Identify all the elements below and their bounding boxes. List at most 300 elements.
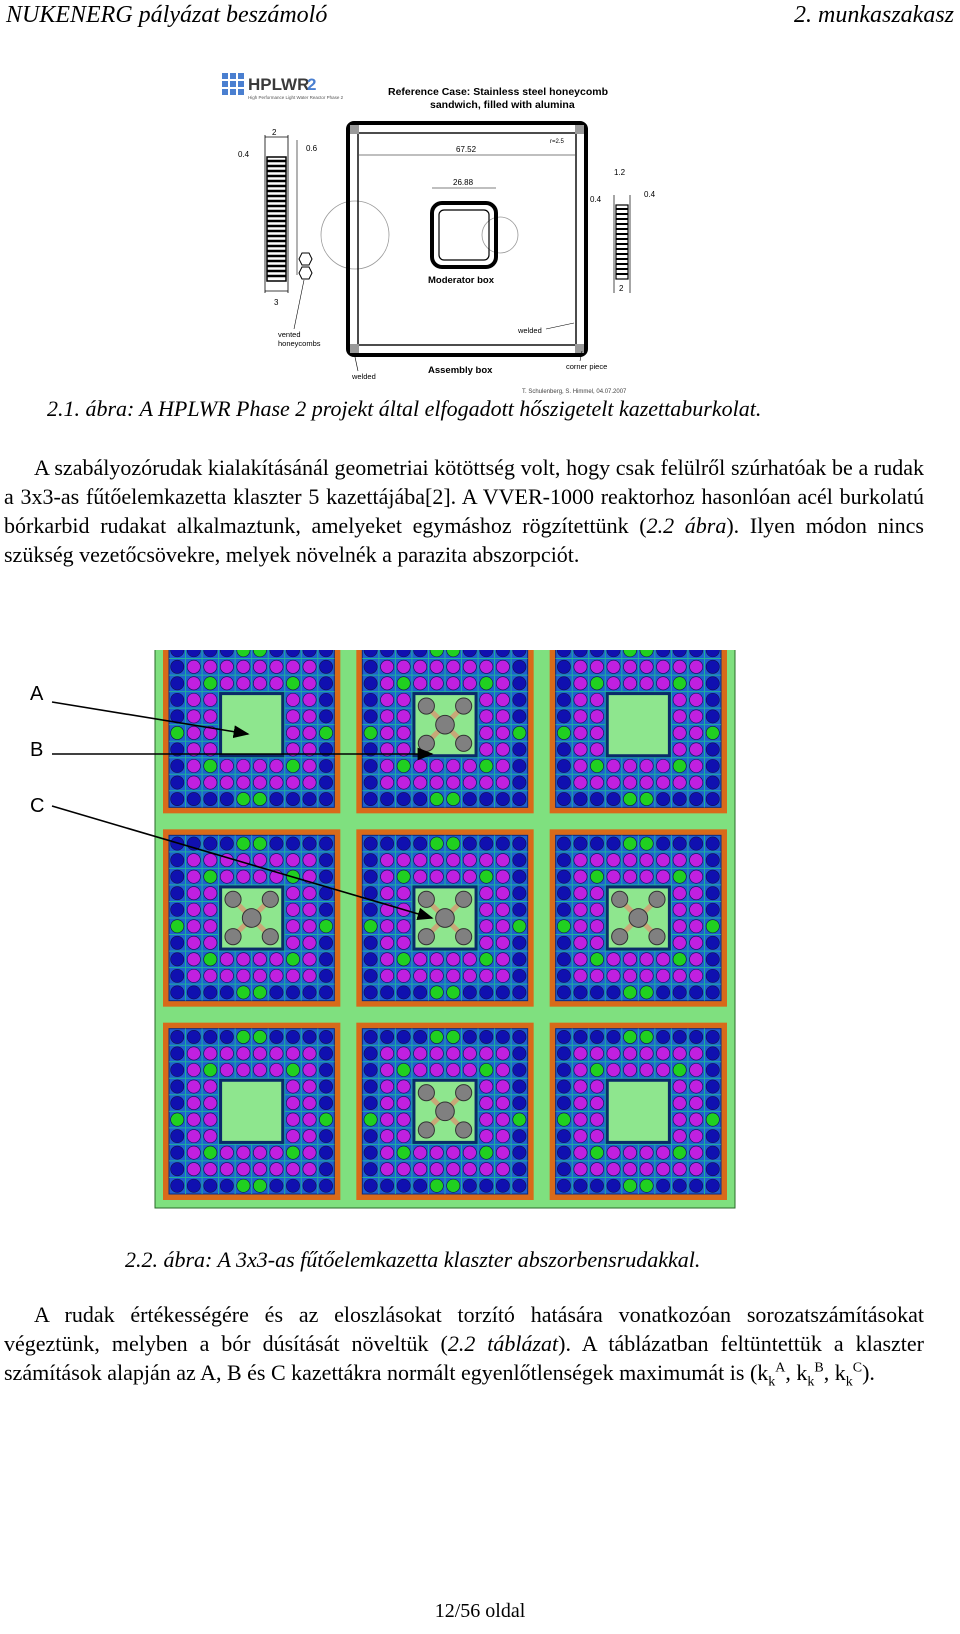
fuel-rod (706, 726, 719, 739)
fuel-rod (706, 903, 719, 916)
fuel-rod (623, 792, 636, 805)
fuel-rod (430, 969, 443, 982)
fuel-rod (706, 837, 719, 850)
fuel-rod (447, 1030, 460, 1043)
fuel-rod (623, 660, 636, 673)
fuel-rod (319, 677, 332, 690)
fuel-rod (557, 887, 570, 900)
fuel-rod (397, 1047, 410, 1060)
fuel-rod (496, 1030, 509, 1043)
fuel-rod (690, 936, 703, 949)
fuel-rod (557, 726, 570, 739)
fuel-rod (706, 887, 719, 900)
fuel-rod (430, 870, 443, 883)
fuel-rod (204, 1030, 217, 1043)
fuel-rod (414, 1047, 427, 1060)
fuel-rod (204, 677, 217, 690)
fuel-rod (397, 854, 410, 867)
fuel-rod (590, 903, 603, 916)
fuel-rod (237, 776, 250, 789)
fuel-rod (623, 870, 636, 883)
fuel-rod (364, 776, 377, 789)
fuel-rod (303, 1130, 316, 1143)
fuel-rod (590, 870, 603, 883)
svg-text:0.4: 0.4 (238, 150, 250, 159)
fuel-rod (557, 953, 570, 966)
fuel-rod (623, 1163, 636, 1176)
fuel-rod (447, 953, 460, 966)
fuel-rod (253, 677, 266, 690)
fuel-rod (187, 660, 200, 673)
fuel-rod (496, 1113, 509, 1126)
fuel-rod (286, 936, 299, 949)
fuel-rod (204, 1047, 217, 1060)
paragraph-control-rods: A szabályozórudak kialakításánál geometriai kötöttség volt, hogy csak felülről szúrhatóak be a rudak a 3x3-as fűtőelemkazetta klaszter 5 kazettájába[2]. A VVER-1000 reaktorhoz hasonlóan acél burkolatú bórkarbid rudakat alkalmaztunk, amelyeket egymáshoz rögzítettünk (2.2 ábra). Ilyen módon nincs szükség vezetőcsövekre, melyek növelnék a parazita abszorpciót. (4, 455, 924, 567)
fuel-rod (381, 710, 394, 723)
fuel-rod (447, 776, 460, 789)
fuel-rod (303, 710, 316, 723)
fuel-rod (640, 792, 653, 805)
svg-text:3: 3 (274, 298, 279, 307)
fuel-rod (237, 837, 250, 850)
fuel-rod (253, 1063, 266, 1076)
fuel-rod (690, 1113, 703, 1126)
fuel-rod (319, 1146, 332, 1159)
fuel-rod (253, 969, 266, 982)
fuel-rod (690, 1080, 703, 1093)
fuel-rod (171, 953, 184, 966)
label-a: A (30, 683, 44, 705)
fuel-rod (286, 953, 299, 966)
fuel-rod (607, 986, 620, 999)
fuel-rod (690, 903, 703, 916)
fuel-rod (706, 743, 719, 756)
fuel-rod (513, 969, 526, 982)
fuel-rod (270, 759, 283, 772)
fuel-rod (463, 1030, 476, 1043)
fuel-rod (319, 1179, 332, 1192)
fuel-rod (480, 1030, 493, 1043)
fuel-rod (690, 969, 703, 982)
fuel-rod (286, 710, 299, 723)
fuel-rod (623, 1047, 636, 1060)
fuel-rod (319, 936, 332, 949)
fuel-rod (204, 969, 217, 982)
fuel-rod (319, 1080, 332, 1093)
fuel-rod (171, 677, 184, 690)
fuel-rod (237, 1163, 250, 1176)
fuel-rod (513, 1163, 526, 1176)
fuel-rod (364, 710, 377, 723)
fuel-rod (397, 726, 410, 739)
fuel-rod (364, 1030, 377, 1043)
fuel-rod (381, 1030, 394, 1043)
fuel-rod (237, 1146, 250, 1159)
fuel-rod (557, 1080, 570, 1093)
fuel-rod (690, 1179, 703, 1192)
absorber-rod-center (242, 909, 261, 928)
fuel-rod (253, 660, 266, 673)
fuel-rod (270, 1179, 283, 1192)
fuel-rod (430, 953, 443, 966)
fuel-rod (673, 677, 686, 690)
fuel-rod (286, 887, 299, 900)
fuel-rod (381, 953, 394, 966)
fuel-rod (463, 986, 476, 999)
fuel-rod (447, 1047, 460, 1060)
absorber-rod (262, 891, 278, 907)
fuel-rod (381, 1047, 394, 1060)
fuel-rod (397, 1113, 410, 1126)
fuel-rod (623, 854, 636, 867)
fuel-rod (706, 693, 719, 706)
fuel-rod (414, 837, 427, 850)
fuel-rod (640, 759, 653, 772)
fuel-rod (187, 710, 200, 723)
fuel-rod (204, 936, 217, 949)
fuel-rod (204, 920, 217, 933)
fuel-rod (513, 837, 526, 850)
fuel-rod (557, 759, 570, 772)
fuel-rod (557, 1030, 570, 1043)
fuel-rod (364, 1146, 377, 1159)
fuel-rod (303, 1146, 316, 1159)
fuel-rod (590, 837, 603, 850)
absorber-rod (418, 1085, 434, 1101)
fuel-rod (480, 776, 493, 789)
fuel-rod (381, 986, 394, 999)
fuel-rod (513, 1113, 526, 1126)
fuel-rod (690, 693, 703, 706)
fuel-rod (623, 1146, 636, 1159)
fuel-rod (480, 920, 493, 933)
fuel-rod (623, 1030, 636, 1043)
fuel-rod (657, 1146, 670, 1159)
fuel-rod (253, 1146, 266, 1159)
fuel-rod (286, 1130, 299, 1143)
fuel-rod (381, 1179, 394, 1192)
fuel-rod (480, 903, 493, 916)
fuel-rod (557, 1179, 570, 1192)
fuel-rod (381, 1113, 394, 1126)
fuel-rod (171, 936, 184, 949)
fuel-rod (286, 1146, 299, 1159)
fuel-rod (286, 1113, 299, 1126)
fuel-rod (303, 1096, 316, 1109)
fuel-rod (381, 1146, 394, 1159)
fuel-rod (270, 1030, 283, 1043)
fuel-rod (381, 660, 394, 673)
fuel-rod (657, 1179, 670, 1192)
fuel-rod (557, 986, 570, 999)
fuel-rod (204, 660, 217, 673)
fuel-rod (319, 792, 332, 805)
absorber-rod (612, 929, 628, 945)
fuel-rod (364, 953, 377, 966)
fuel-rod (220, 969, 233, 982)
fuel-rod (414, 953, 427, 966)
fuel-rod (673, 710, 686, 723)
fuel-rod (364, 759, 377, 772)
fuel-rod (590, 1130, 603, 1143)
fuel-rod (463, 969, 476, 982)
fuel-rod (364, 986, 377, 999)
fuel-rod (673, 870, 686, 883)
fuel-rod (480, 936, 493, 949)
fuel-rod (364, 936, 377, 949)
fuel-rod (496, 870, 509, 883)
fuel-rod (690, 660, 703, 673)
fuel-rod (640, 854, 653, 867)
fuel-rod (171, 870, 184, 883)
fuel-rod (657, 1163, 670, 1176)
fuel-rod (430, 1163, 443, 1176)
fuel-rod (237, 986, 250, 999)
fuel-rod (657, 792, 670, 805)
fuel-rod (557, 969, 570, 982)
fuel-rod (480, 759, 493, 772)
fuel-rod (286, 1096, 299, 1109)
fuel-rod (640, 837, 653, 850)
fuel-rod (364, 792, 377, 805)
fuel-rod (640, 1063, 653, 1076)
fuel-rod (447, 854, 460, 867)
fuel-rod (397, 1080, 410, 1093)
fuel-rod (496, 1163, 509, 1176)
fuel-rod (607, 792, 620, 805)
fuel-rod (303, 837, 316, 850)
fuel-rod (319, 1130, 332, 1143)
svg-text:0.4: 0.4 (590, 195, 602, 204)
fuel-rod (513, 887, 526, 900)
fuel-rod (364, 677, 377, 690)
absorber-rod (456, 929, 472, 945)
fuel-rod (187, 1030, 200, 1043)
fuel-rod (237, 969, 250, 982)
fuel-rod (607, 969, 620, 982)
fuel-rod (690, 986, 703, 999)
fuel-rod (513, 776, 526, 789)
fuel-rod (270, 1047, 283, 1060)
fuel-rod (574, 1080, 587, 1093)
fuel-rod (480, 1080, 493, 1093)
fuel-rod (187, 792, 200, 805)
fuel-rod (253, 953, 266, 966)
fuel-rod (706, 1096, 719, 1109)
fuel-rod (414, 1163, 427, 1176)
fuel-rod (673, 759, 686, 772)
fuel-rod (397, 1146, 410, 1159)
fuel-rod (480, 854, 493, 867)
fuel-rod (574, 870, 587, 883)
svg-text:corner piece: corner piece (566, 362, 608, 371)
fuel-rod (557, 1096, 570, 1109)
fuel-rod (706, 870, 719, 883)
fuel-rod (397, 936, 410, 949)
fuel-rod (220, 1063, 233, 1076)
fuel-rod (237, 854, 250, 867)
fuel-rod (496, 903, 509, 916)
fuel-rod (513, 660, 526, 673)
header-left: NUKENERG pályázat beszámoló (6, 2, 328, 28)
fuel-rod (574, 1096, 587, 1109)
fuel-rod (574, 986, 587, 999)
fuel-rod (673, 726, 686, 739)
fuel-rod (286, 677, 299, 690)
fuel-rod (204, 1130, 217, 1143)
moderator-box (607, 1080, 669, 1142)
fuel-rod (381, 969, 394, 982)
absorber-rod (418, 735, 434, 751)
fuel-rod (590, 936, 603, 949)
fuel-rod (557, 693, 570, 706)
fuel-rod (187, 759, 200, 772)
svg-text:welded: welded (352, 372, 376, 381)
fuel-rod (673, 776, 686, 789)
fuel-rod (574, 759, 587, 772)
fuel-rod (513, 677, 526, 690)
fuel-rod (590, 969, 603, 982)
fuel-rod (303, 986, 316, 999)
fuel-rod (673, 936, 686, 949)
paragraph-calculations: A rudak értékességére és az eloszlásokat torzító hatására vonatkozóan sorozatszámításokat végeztünk, melyben a bór dúsítását növeltük (2.2 táblázat). A táblázatban feltüntettük a klaszter számítások alapján az A, B és C kazettákra normált egyenlőtlenségek maximumát is ($k_k^A$, $k_k^B$, $k_k^C$). (4, 1302, 924, 1390)
fuel-rod (430, 1179, 443, 1192)
fuel-rod (253, 870, 266, 883)
fuel-rod (381, 792, 394, 805)
absorber-rod (612, 891, 628, 907)
fuel-rod (463, 776, 476, 789)
fuel-rod (397, 792, 410, 805)
fuel-rod (430, 1146, 443, 1159)
fuel-rod (480, 726, 493, 739)
fuel-rod (204, 693, 217, 706)
fuel-rod (204, 759, 217, 772)
fuel-rod (187, 1080, 200, 1093)
fuel-rod (623, 759, 636, 772)
fuel-rod (673, 953, 686, 966)
fuel-rod (381, 1163, 394, 1176)
fuel-rod (673, 986, 686, 999)
fuel-rod (640, 660, 653, 673)
fuel-rod (447, 837, 460, 850)
fuel-rod (381, 759, 394, 772)
absorber-rod (418, 891, 434, 907)
fuel-rod (690, 759, 703, 772)
page-number: 12/56 oldal (434, 1600, 526, 1622)
fuel-rod (574, 936, 587, 949)
fuel-rod (364, 1063, 377, 1076)
svg-text:HPLWR: HPLWR (248, 75, 310, 94)
fuel-rod (253, 776, 266, 789)
fuel-rod (574, 837, 587, 850)
fuel-rod (187, 677, 200, 690)
fuel-rod (171, 1179, 184, 1192)
fuel-rod (319, 903, 332, 916)
fuel-rod (496, 986, 509, 999)
fuel-rod (319, 870, 332, 883)
fuel-rod (319, 759, 332, 772)
absorber-rod (456, 1122, 472, 1138)
absorber-rod (649, 929, 665, 945)
fuel-rod (364, 1047, 377, 1060)
fuel-rod (286, 792, 299, 805)
fuel-rod (364, 854, 377, 867)
fuel-rod (204, 776, 217, 789)
fuel-rod (690, 920, 703, 933)
fuel-rod (673, 837, 686, 850)
fuel-rod (303, 660, 316, 673)
fuel-rod (397, 870, 410, 883)
fuel-rod (590, 887, 603, 900)
left-honeycomb-detail (238, 128, 318, 307)
fuel-rod (319, 920, 332, 933)
fuel-rod (286, 759, 299, 772)
fuel-rod (364, 660, 377, 673)
fuel-rod (414, 776, 427, 789)
fuel-rod (319, 969, 332, 982)
fuel-rod (286, 969, 299, 982)
fuel-rod (496, 1179, 509, 1192)
fuel-rod (690, 743, 703, 756)
fuel-rod (513, 920, 526, 933)
fuel-rod (171, 1080, 184, 1093)
fuel-rod (381, 936, 394, 949)
fuel-rod (187, 1146, 200, 1159)
fuel-rod (607, 1146, 620, 1159)
fuel-rod (463, 759, 476, 772)
fuel-rod (690, 776, 703, 789)
fuel-rod (447, 1179, 460, 1192)
fuel-rod (557, 743, 570, 756)
fuel-rod (303, 1030, 316, 1043)
fuel-rod (623, 1063, 636, 1076)
fuel-rod (690, 1047, 703, 1060)
fuel-rod (187, 986, 200, 999)
fuel-rod (430, 776, 443, 789)
fuel-rod (414, 1146, 427, 1159)
fuel-rod (574, 1030, 587, 1043)
fuel-rod (480, 677, 493, 690)
svg-text:26.88: 26.88 (453, 178, 474, 187)
fuel-rod (557, 776, 570, 789)
fuel-rod (303, 854, 316, 867)
fuel-rod (220, 677, 233, 690)
fuel-rod (496, 1047, 509, 1060)
fuel-rod (303, 887, 316, 900)
fuel-rod (303, 953, 316, 966)
fuel-rod (496, 743, 509, 756)
fuel-rod (706, 1179, 719, 1192)
fuel-rod (397, 710, 410, 723)
fuel-rod (557, 660, 570, 673)
fuel-rod (171, 986, 184, 999)
svg-text:2: 2 (272, 128, 277, 137)
fuel-rod (607, 660, 620, 673)
fuel-rod (187, 1096, 200, 1109)
fuel-rod (187, 903, 200, 916)
fuel-rod (187, 1163, 200, 1176)
fuel-rod (513, 986, 526, 999)
fuel-rod (319, 1030, 332, 1043)
fuel-rod (187, 887, 200, 900)
fuel-rod (590, 792, 603, 805)
fuel-rod (574, 1047, 587, 1060)
fuel-rod (623, 969, 636, 982)
fuel-rod (414, 660, 427, 673)
fuel-rod (381, 677, 394, 690)
fuel-rod (706, 986, 719, 999)
fuel-rod (364, 1130, 377, 1143)
